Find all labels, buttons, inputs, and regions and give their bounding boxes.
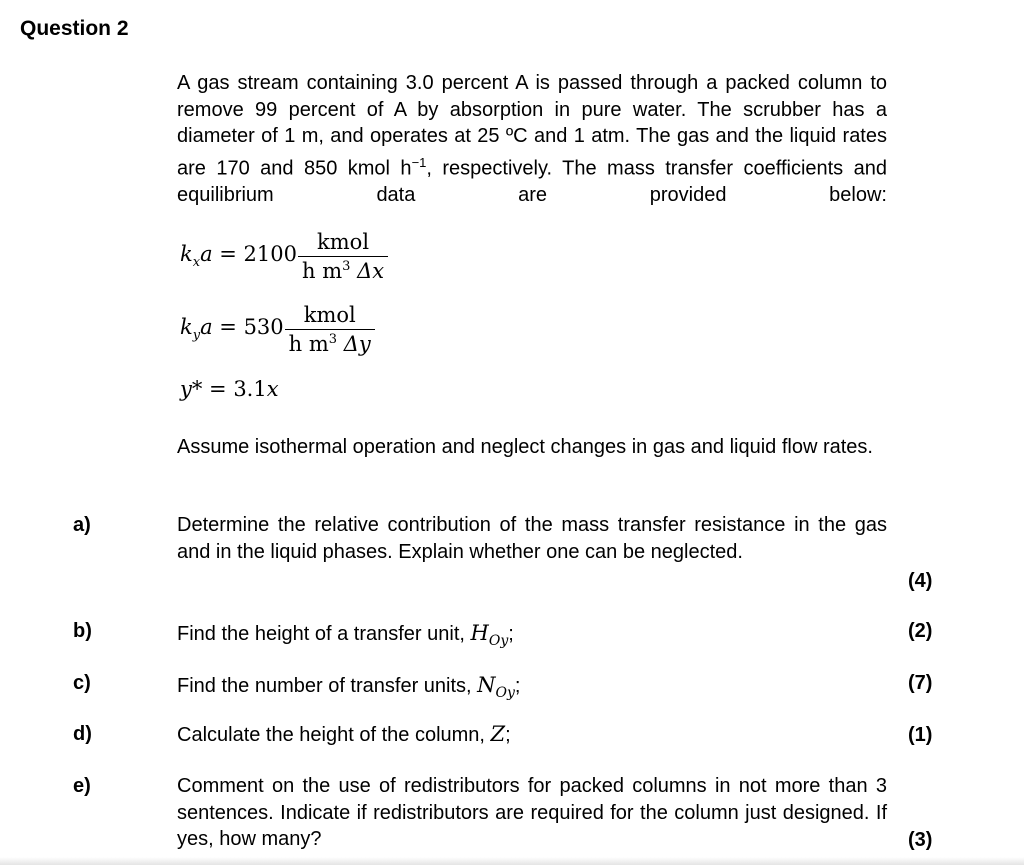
equation-kya (180, 303, 375, 356)
ky-a: a (200, 315, 213, 340)
kx-numerator: kmol (317, 230, 370, 254)
problem-statement (177, 70, 887, 208)
part-e-text: Comment on the use of redistributors for packed columns in not more than 3 sentences. Indicate if redistributors are required for the column just designed. If yes, how many? (177, 775, 887, 850)
kx-den-delta: Δx (350, 259, 385, 283)
ky-numerator: kmol (303, 303, 356, 327)
part-c-label: c) (73, 672, 91, 694)
page-bottom-edge (0, 857, 1024, 865)
ky-sub: y (192, 328, 201, 344)
kx-sub: x (192, 255, 201, 271)
ky-den-unit: h m (288, 332, 329, 356)
part-b-label: b) (73, 620, 92, 642)
intro-text-2: , respectively. The mass transfer coefficients and equilibrium data are provided below: (177, 157, 887, 206)
kx-rhs: = 2100 (212, 242, 297, 267)
part-e-marks: (3) (908, 829, 933, 851)
part-b-marks: (2) (908, 620, 933, 642)
ky-den-delta: Δy (337, 332, 371, 356)
part-c-var: N (477, 673, 496, 697)
part-d-text (177, 721, 887, 749)
ky-rhs: = 530 (212, 315, 284, 340)
ky-k: k (180, 315, 193, 340)
part-a-label: a) (73, 514, 91, 536)
kx-denominator (298, 256, 388, 283)
assumption-text: Assume isothermal operation and neglect changes in gas and liquid flow rates. (177, 436, 873, 458)
part-d-label: d) (73, 723, 92, 745)
ky-denominator (285, 329, 375, 356)
part-a-text: Determine the relative contribution of the mass transfer resistance in the gas and in the liquid phases. Explain whether one can be neglected. (177, 514, 887, 563)
part-b-var-sub: Oy (488, 633, 509, 649)
kx-k: k (180, 242, 193, 267)
eq-rhs: * = 3.1 (191, 377, 267, 401)
ky-fraction (285, 303, 375, 356)
equation-equilibrium (180, 377, 279, 401)
part-d-prompt: Calculate the height of the column, (177, 724, 485, 746)
intro-text-1: A gas stream containing 3.0 percent A is passed through a packed column to remove 99 percent of A by absorption in pure water. The scrubber has a diameter of 1 m, and operates at 25 ºC and 1 atm. The gas and the liquid rates are 170 and 850 kmol h (177, 72, 887, 180)
part-c-text (177, 672, 887, 707)
intro-exponent: −1 (411, 154, 427, 170)
part-b-prompt: Find the height of a transfer unit, (177, 623, 465, 645)
part-b-text (177, 620, 887, 655)
kx-fraction (298, 230, 388, 283)
part-c-var-sub: Oy (495, 685, 515, 701)
ky-den-exp: 3 (328, 332, 338, 347)
part-b-var: H (470, 621, 489, 645)
equation-kxa (180, 230, 388, 283)
part-c-marks: (7) (908, 672, 933, 694)
part-d-var: Z (490, 722, 506, 746)
part-d-marks: (1) (908, 724, 933, 746)
eq-y: y (180, 377, 192, 401)
part-d-end: ; (505, 724, 511, 746)
part-a-marks: (4) (908, 570, 933, 592)
kx-den-unit: h m (302, 259, 343, 283)
part-c-end: ; (514, 675, 521, 697)
question-title: Question 2 (20, 17, 129, 40)
eq-x: x (266, 377, 279, 401)
part-b-end: ; (508, 623, 514, 645)
part-e-label: e) (73, 775, 91, 797)
kx-den-exp: 3 (342, 259, 351, 274)
part-c-prompt: Find the number of transfer units, (177, 675, 472, 697)
kx-a: a (200, 242, 213, 267)
